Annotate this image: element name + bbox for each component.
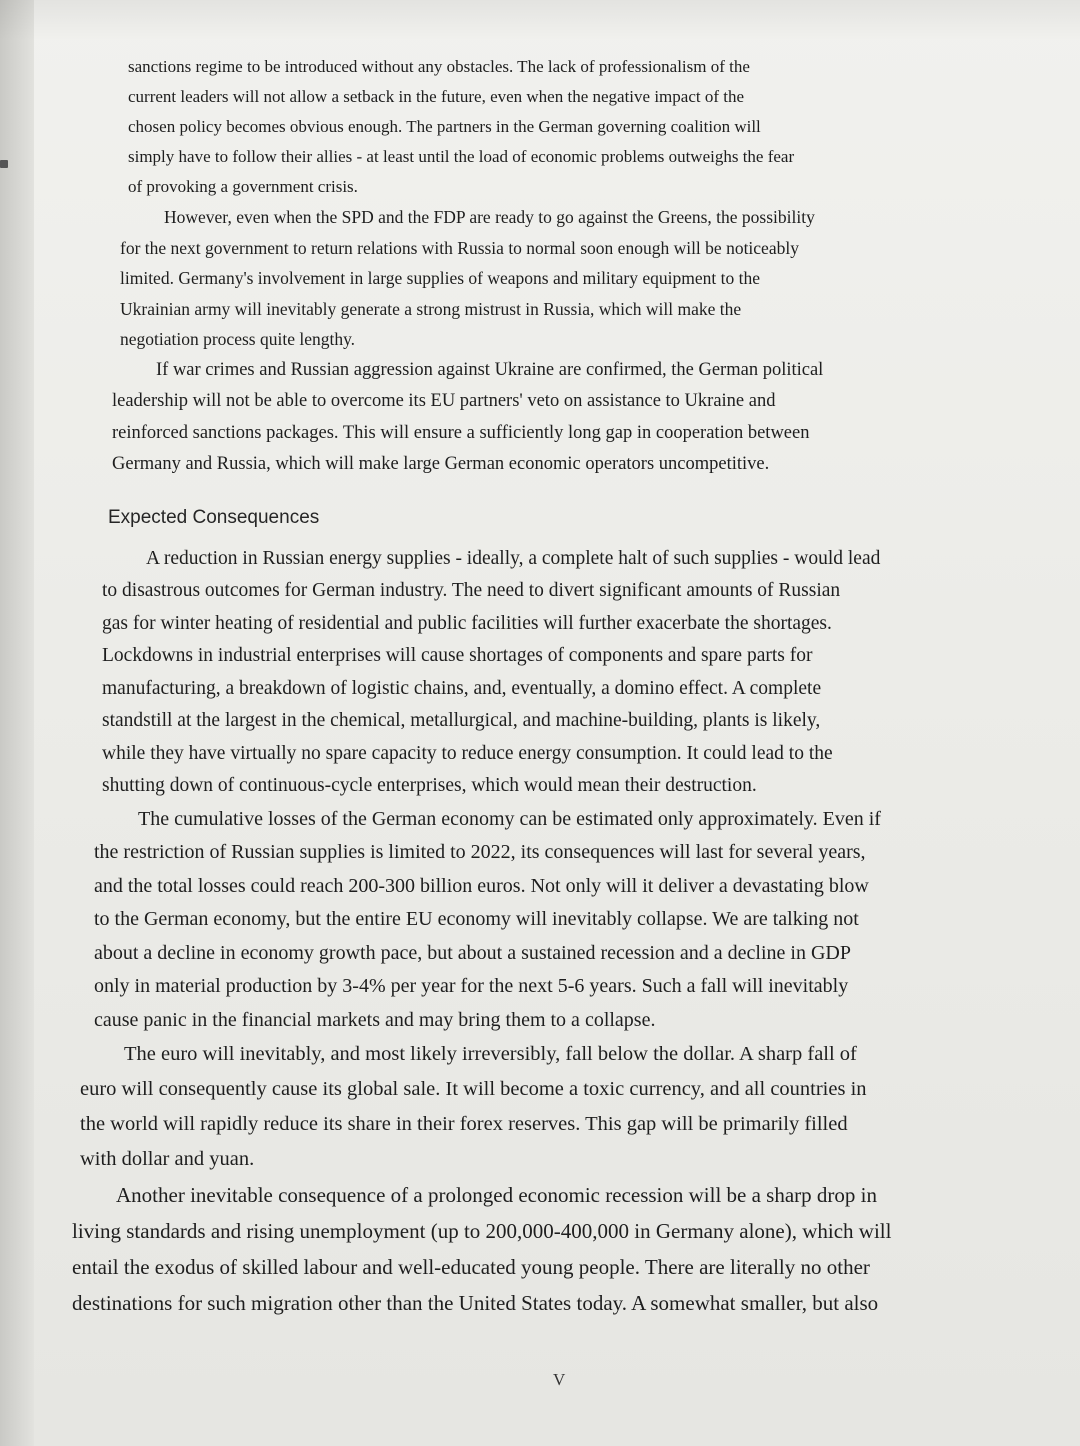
page-shadow	[0, 0, 1080, 40]
text-line: to the German economy, but the entire EU economy will inevitably collapse. We are talking not	[94, 908, 859, 930]
text-line: chosen policy becomes obvious enough. The partners in the German governing coalition will	[128, 117, 761, 136]
text-line: limited. Germany's involvement in large supplies of weapons and military equipment to the	[120, 268, 760, 288]
text-line: for the next government to return relations with Russia to normal soon enough will be noticeably	[120, 237, 799, 258]
text-line: Germany and Russia, which will make large German economic operators uncompetitive.	[112, 454, 770, 474]
page-binding-edge	[0, 0, 34, 1446]
text-line: simply have to follow their allies - at least until the load of economic problems outweighs the fear	[128, 147, 795, 166]
binding-mark	[0, 160, 8, 168]
paragraph-energy-supplies	[100, 543, 1030, 803]
text-line: of provoking a government crisis.	[128, 177, 358, 196]
page-number: V	[553, 1370, 566, 1389]
text-line: the world will rapidly reduce its share in their forex reserves. This gap will be primarily filled	[80, 1113, 848, 1135]
text-line: negotiation process quite lengthy.	[120, 329, 356, 349]
text-line: leadership will not be able to overcome its EU partners' veto on assistance to Ukraine and	[112, 391, 776, 411]
paragraph-unemployment	[72, 1177, 1030, 1321]
text-line: only in material production by 3-4% per year for the next 5-6 years. Such a fall will inevitably	[94, 975, 849, 997]
text-line: the restriction of Russian supplies is limited to 2022, its consequences will last for several years,	[94, 841, 866, 863]
paragraph-cumulative-losses	[94, 803, 1030, 1038]
text-line: destinations for such migration other than the United States today. A somewhat smaller, but also	[72, 1291, 879, 1315]
text-line: about a decline in economy growth pace, but about a sustained recession and a decline in GDP	[94, 941, 851, 964]
text-line: to disastrous outcomes for German industry. The need to divert significant amounts of Russian	[102, 580, 841, 601]
text-line: while they have virtually no spare capacity to reduce energy consumption. It could lead to the	[102, 742, 833, 764]
text-line: living standards and rising unemployment (up to 200,000-400,000 in Germany alone), which will	[72, 1219, 892, 1243]
text-line: standstill at the largest in the chemical, metallurgical, and machine-building, plants is likely,	[102, 710, 821, 731]
text-line: entail the exodus of skilled labour and well-educated young people. There are literally no other	[72, 1255, 870, 1279]
paragraph-war-crimes	[100, 355, 1030, 481]
paragraph-spd-fdp	[100, 202, 1030, 355]
text-line: sanctions regime to be introduced without any obstacles. The lack of professionalism of the	[128, 57, 750, 76]
text-line: and the total losses could reach 200-300 billion euros. Not only will it deliver a devastating blow	[94, 874, 869, 897]
text-line: manufacturing, a breakdown of logistic chains, and, eventually, a domino effect. A complete	[102, 677, 822, 699]
text-line: A reduction in Russian energy supplies - ideally, a complete halt of such supplies - would lead	[146, 547, 881, 569]
text-line: Another inevitable consequence of a prolonged economic recession will be a sharp drop in	[116, 1183, 877, 1207]
text-line: with dollar and yuan.	[80, 1148, 255, 1170]
text-line: The cumulative losses of the German economy can be estimated only approximately. Even if	[138, 807, 881, 830]
section-heading: Expected Consequences	[108, 506, 320, 528]
text-line: Lockdowns in industrial enterprises will cause shortages of components and spare parts for	[102, 645, 813, 666]
text-line: current leaders will not allow a setback in the future, even when the negative impact of the	[128, 87, 745, 106]
text-line: gas for winter heating of residential and public facilities will further exacerbate the shortages.	[102, 612, 832, 634]
text-line: reinforced sanctions packages. This will ensure a sufficiently long gap in cooperation between	[112, 422, 810, 443]
text-line: Ukrainian army will inevitably generate a strong mistrust in Russia, which will make the	[120, 298, 742, 319]
paragraph-euro-fall	[80, 1037, 1030, 1177]
page-body	[72, 52, 1030, 1321]
text-line: However, even when the SPD and the FDP are ready to go against the Greens, the possibility	[164, 207, 815, 227]
text-line: If war crimes and Russian aggression against Ukraine are confirmed, the German political	[156, 359, 824, 380]
text-line: euro will consequently cause its global sale. It will become a toxic currency, and all countries in	[80, 1078, 867, 1100]
text-line: shutting down of continuous-cycle enterprises, which would mean their destruction.	[102, 775, 757, 796]
paragraph-sanctions-regime	[100, 52, 1030, 202]
text-line: The euro will inevitably, and most likely irreversibly, fall below the dollar. A sharp fall of	[124, 1043, 857, 1065]
text-line: cause panic in the financial markets and may bring them to a collapse.	[94, 1008, 656, 1031]
